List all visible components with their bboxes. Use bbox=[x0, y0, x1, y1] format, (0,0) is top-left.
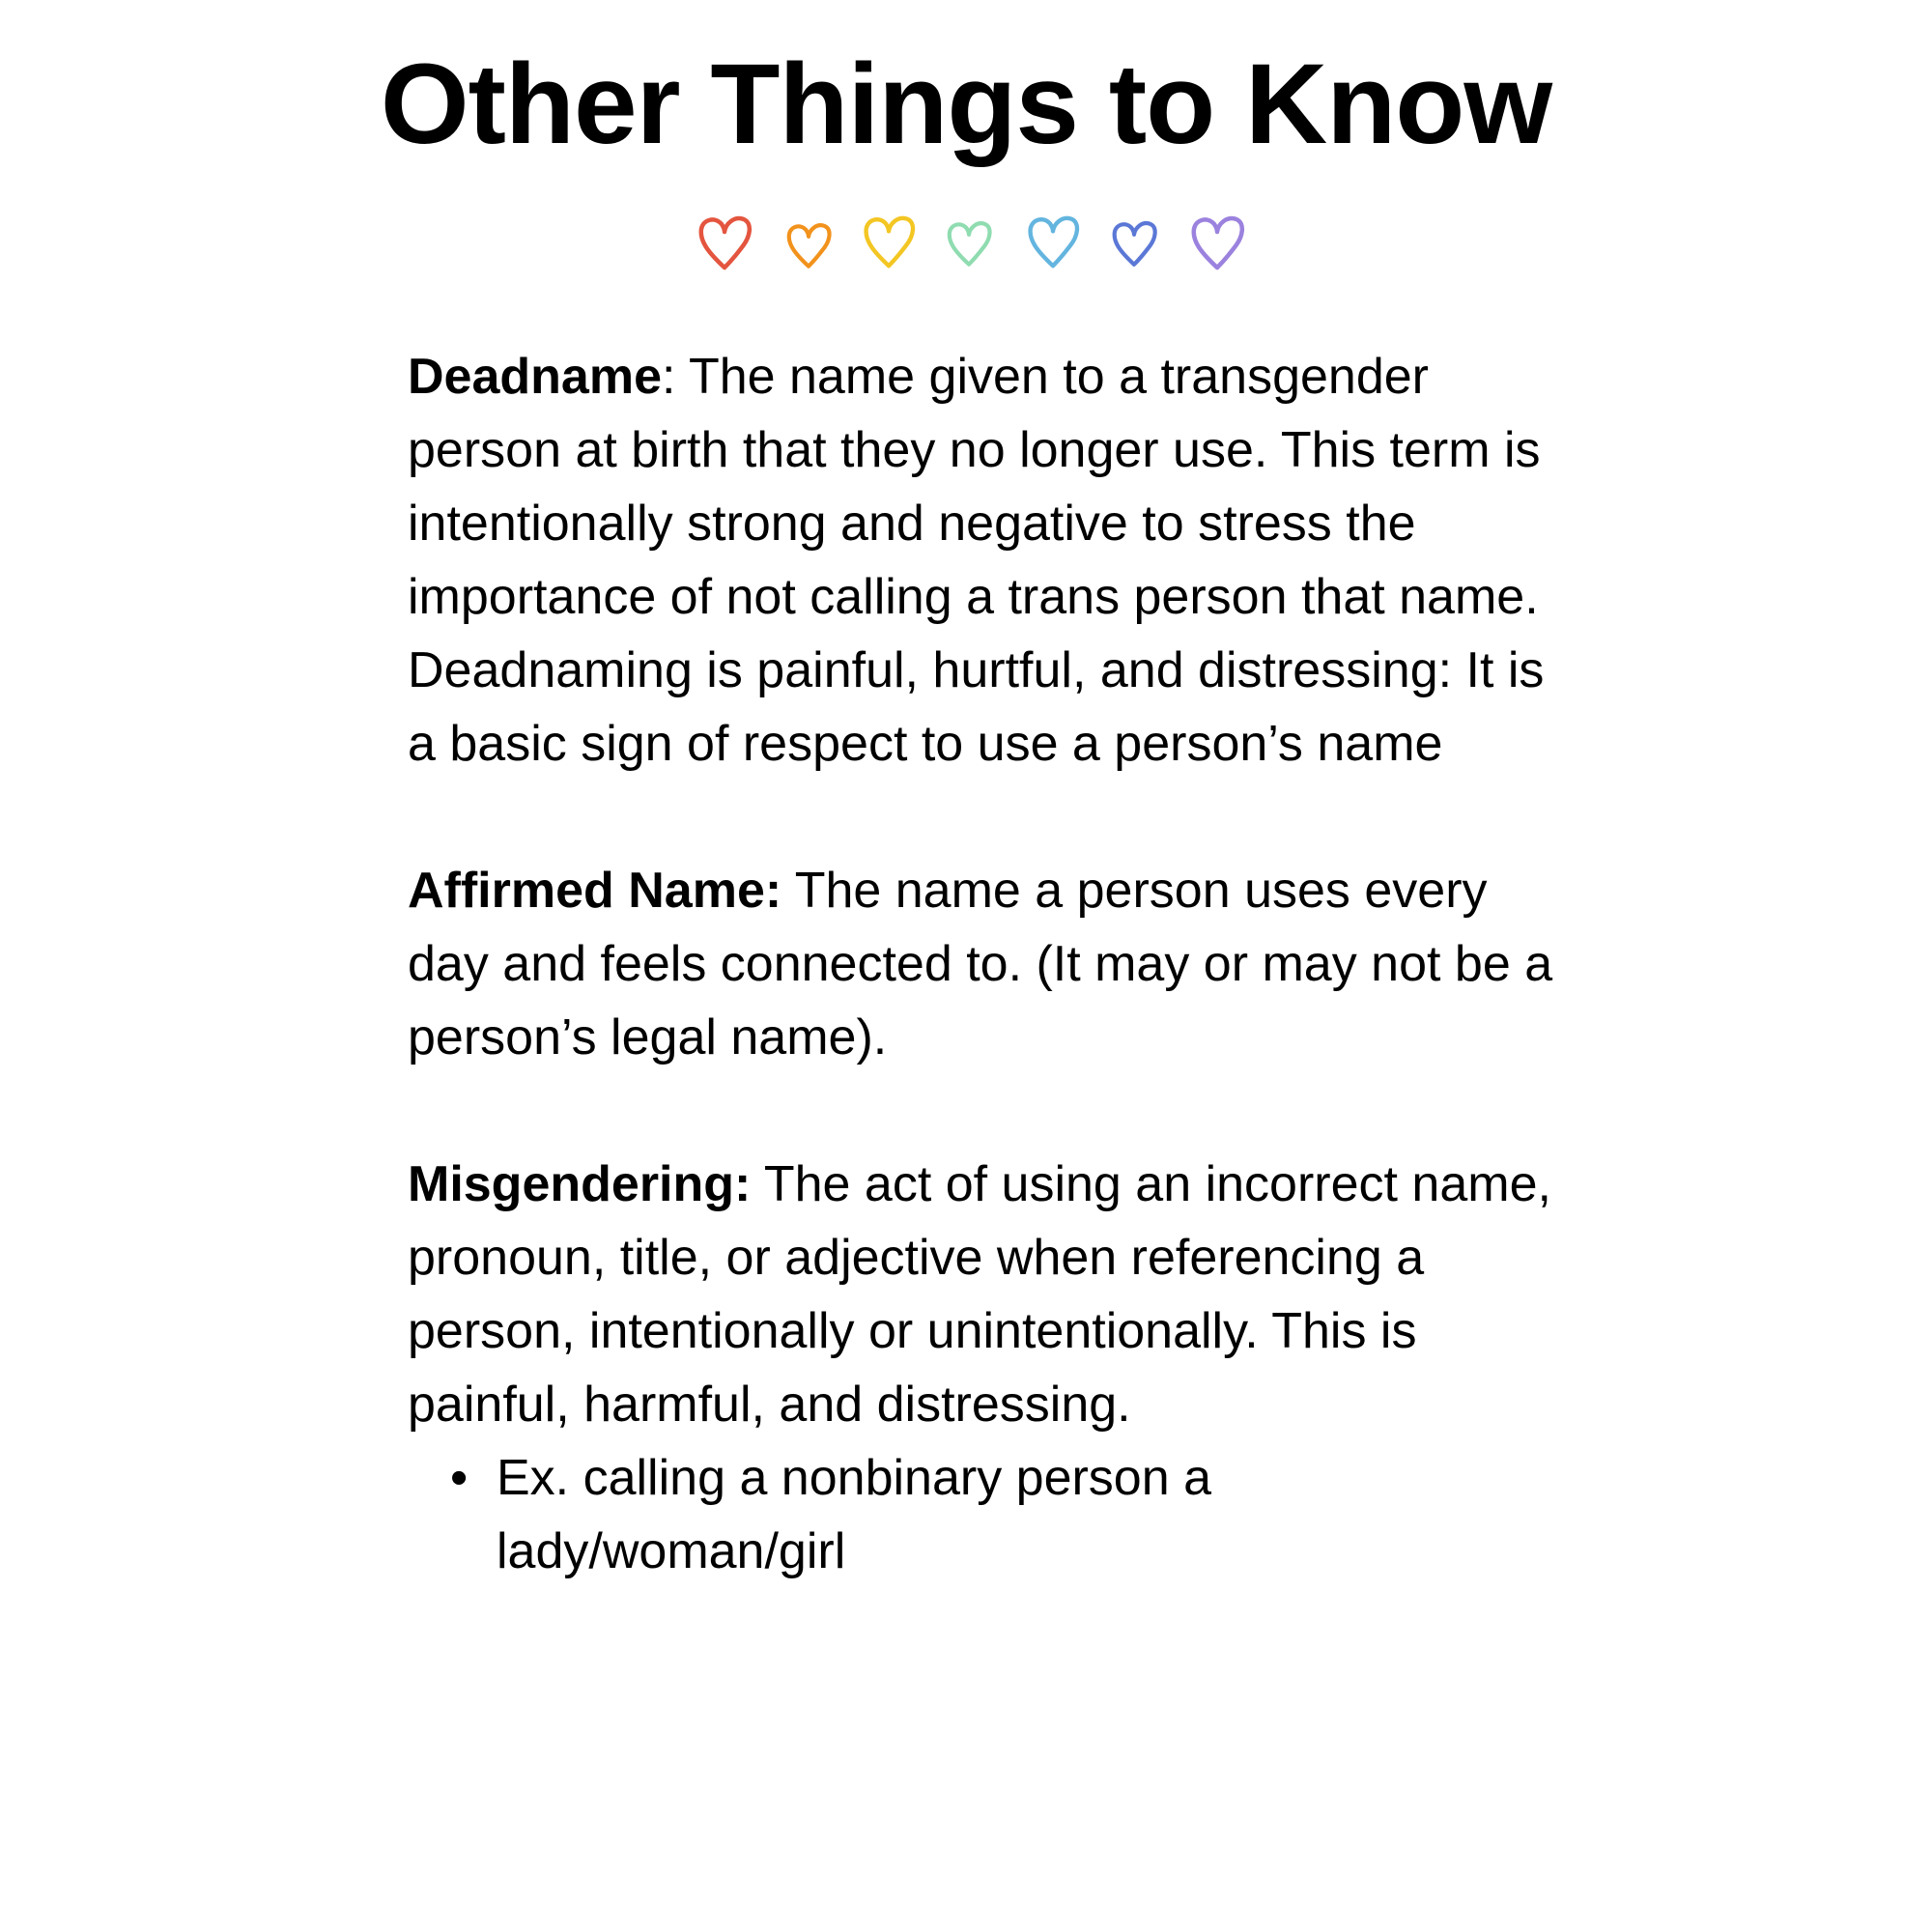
page-title: Other Things to Know bbox=[380, 41, 1552, 168]
definition-text: The name a person uses every day and feels connected to. (It may or may not be a person’s legal name). bbox=[408, 863, 1553, 1065]
term-affirmed-name: Affirmed Name: bbox=[408, 863, 782, 919]
heart-icon-indigo bbox=[1109, 218, 1159, 269]
definition-affirmed-name bbox=[408, 854, 1567, 1074]
term-separator: : bbox=[662, 349, 676, 405]
term-deadname: Deadname bbox=[408, 349, 662, 405]
definition-text: The name given to a transgender person at birth that they no longer use. This term is intentionally strong and negative to stress the importance of not calling a trans person that name. Deadnaming is painful, hurtful, and distressing: It is a basic sign of respect to use a person’s name bbox=[408, 349, 1545, 772]
heart-icon-green bbox=[945, 218, 993, 269]
hearts-row bbox=[696, 213, 1256, 290]
heart-icon-yellow bbox=[860, 213, 918, 270]
definition-text: The act of using an incorrect name, pronoun, title, or adjective when referencing a person, intentionally or unintentionally. This is painful, harmful, and distressing. bbox=[408, 1156, 1551, 1433]
heart-icon-orange bbox=[784, 220, 833, 270]
term-misgendering: Misgendering: bbox=[408, 1156, 752, 1212]
heart-icon-red bbox=[696, 213, 753, 272]
heart-icon-blue bbox=[1024, 213, 1082, 270]
heart-icon-purple bbox=[1188, 213, 1246, 272]
list-item bbox=[450, 1441, 1260, 1588]
definitions bbox=[408, 340, 1567, 1588]
definition-misgendering bbox=[408, 1148, 1567, 1441]
example-list bbox=[408, 1441, 1567, 1588]
example-text: Ex. calling a nonbinary person a lady/woman/girl bbox=[497, 1450, 1212, 1579]
definition-deadname bbox=[408, 340, 1567, 781]
bullet-icon: • bbox=[450, 1450, 469, 1506]
